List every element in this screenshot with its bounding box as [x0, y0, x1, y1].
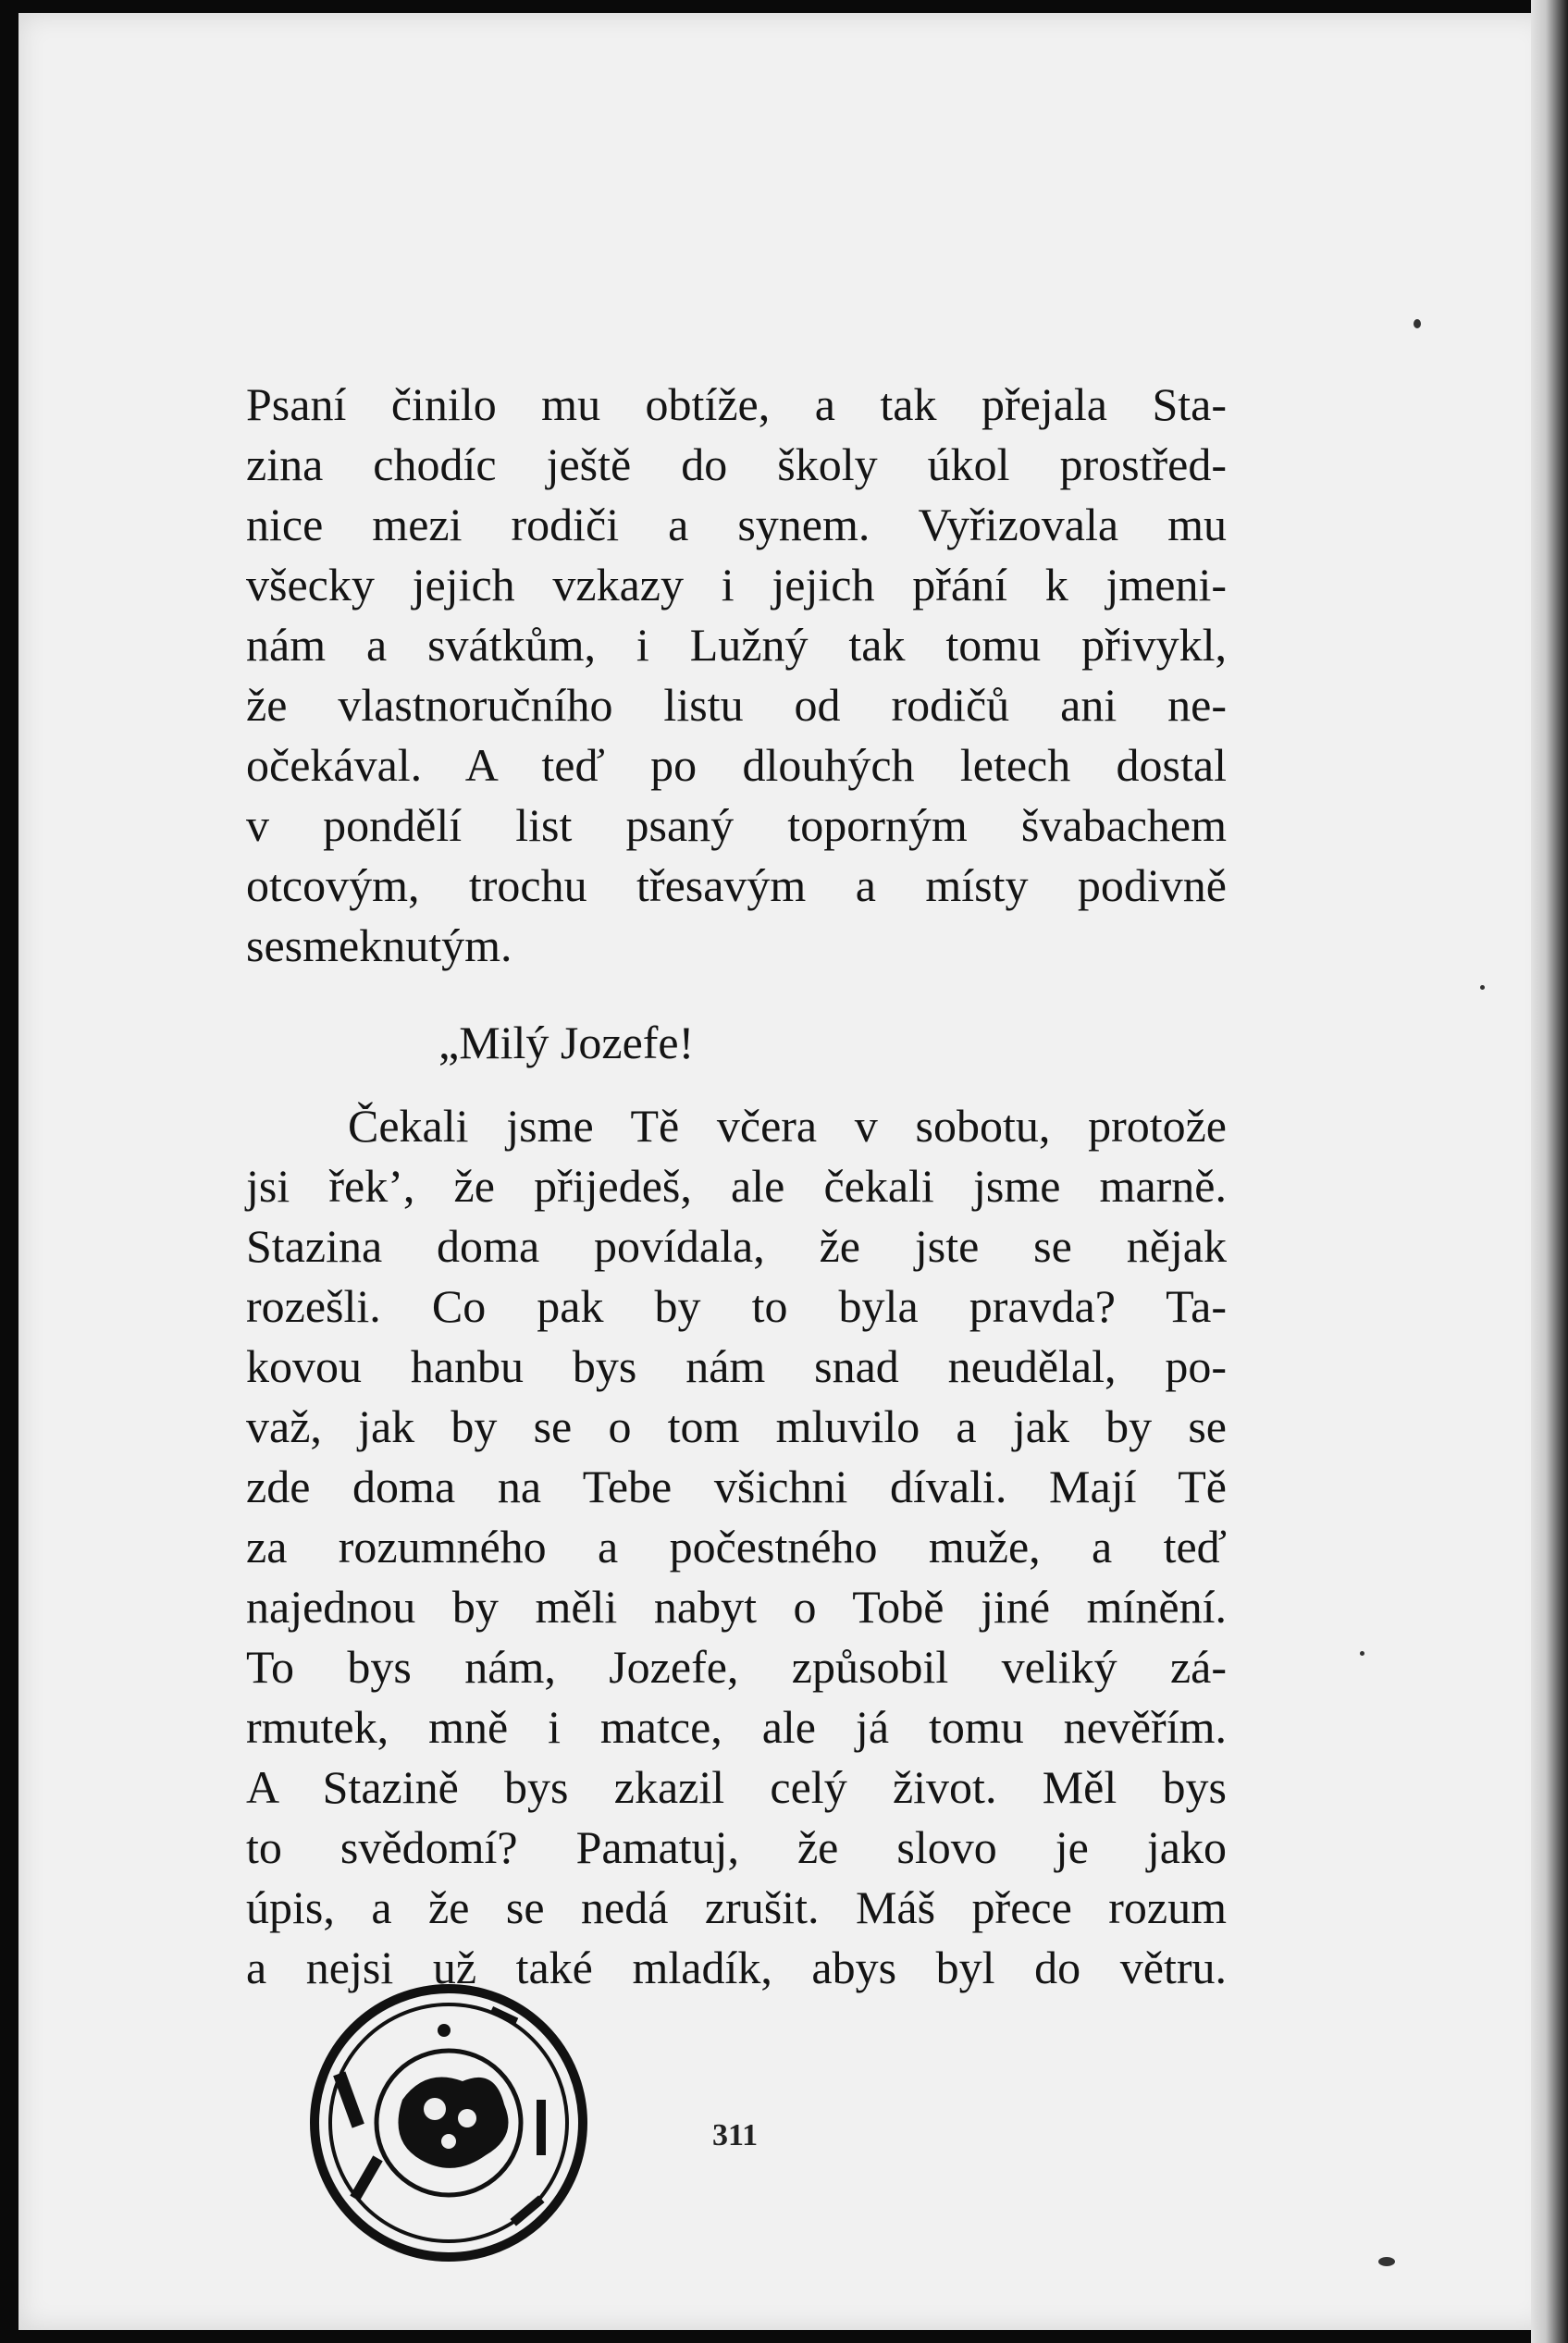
text-line: zde doma na Tebe všichni dívali. Mají Tě	[246, 1461, 1227, 1512]
text-line: otcovým, trochu třesavým a místy podivně	[246, 859, 1227, 911]
text-line: sesmeknutým.	[246, 919, 512, 971]
text-line: za rozumného a počestného muže, a teď	[246, 1521, 1227, 1572]
paper-speck	[1480, 985, 1485, 990]
text-line: a nejsi už také mladík, abys byl do větru.	[246, 1942, 1227, 1993]
text-line: zina chodíc ještě do školy úkol prostřed-	[246, 438, 1227, 490]
text-line: nice mezi rodiči a synem. Vyřizovala mu	[246, 499, 1227, 550]
text-line: rmutek, mně i matce, ale já tomu nevěřím.	[246, 1701, 1227, 1753]
paper-speck	[1414, 319, 1421, 328]
text-line: úpis, a že se nedá zrušit. Máš přece rozum	[246, 1881, 1227, 1933]
text-line: v pondělí list psaný toporným švabachem	[246, 799, 1227, 851]
text-line: že vlastnoručního listu od rodičů ani ne-	[246, 679, 1227, 731]
text-line: Psaní činilo mu obtíže, a tak přejala Sta-	[246, 378, 1227, 430]
text-line: rozešli. Co pak by to byla pravda? Ta-	[246, 1280, 1227, 1332]
text-line: očekával. A teď po dlouhých letech dostal	[246, 739, 1227, 791]
text-line: jsi řek’, že přijedeš, ale čekali jsme marně.	[246, 1160, 1227, 1212]
library-stamp	[305, 1979, 592, 2266]
paper-speck	[1360, 1651, 1364, 1656]
text-line: To bys nám, Jozefe, způsobil veliký zá-	[246, 1641, 1227, 1693]
text-line: važ, jak by se o tom mluvilo a jak by se	[246, 1400, 1227, 1452]
text-line: Stazina doma povídala, že jste se nějak	[246, 1220, 1227, 1272]
paper-speck	[1378, 2257, 1395, 2266]
text-line: A Stazině bys zkazil celý život. Měl bys	[246, 1761, 1227, 1813]
page-edge-shadow	[1531, 0, 1568, 2343]
paragraph-1	[246, 375, 1227, 976]
letter-body	[246, 1096, 1227, 1998]
page-number: 311	[712, 2118, 759, 2152]
text-line: kovou hanbu bys nám snad neudělal, po-	[246, 1340, 1227, 1392]
text-line: Čekali jsme Tě včera v sobotu, protože	[348, 1100, 1227, 1152]
text-line: to svědomí? Pamatuj, že slovo je jako	[246, 1821, 1227, 1873]
text-line: najednou by měli nabyt o Tobě jiné mínění.	[246, 1581, 1227, 1633]
text-line: všecky jejich vzkazy i jejich přání k jmeni-	[246, 559, 1227, 610]
text-line: nám a svátkům, i Lužný tak tomu přivykl,	[246, 619, 1227, 671]
letter-salutation: „Milý Jozefe!	[438, 1017, 695, 1068]
